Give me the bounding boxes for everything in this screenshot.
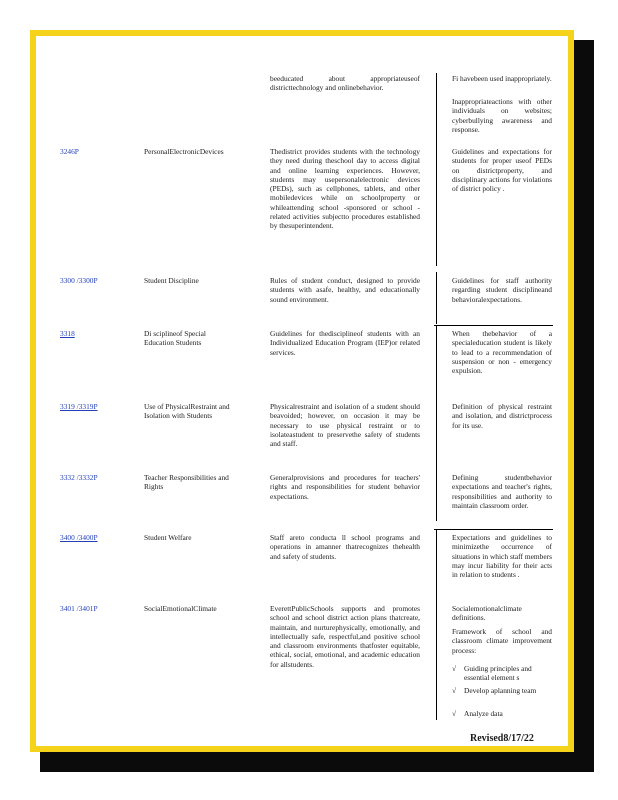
policy-title: SocialEmotionalClimate	[144, 604, 217, 613]
notes-column-divider	[436, 73, 437, 266]
policy-code-link[interactable]: 3401 /3401P	[60, 604, 98, 613]
policy-description: Physicalrestraint and isolation of a student should beavoided; however, on occasion it may be necessary to use physical restraint or to isolateastudent to preservethe safety of students and staff.	[270, 402, 420, 449]
check-icon: √	[452, 686, 457, 695]
policy-code-link[interactable]: 3246P	[60, 147, 79, 156]
policy-code-link[interactable]: 3319 /3319P	[60, 402, 98, 411]
policy-title: Use of PhysicalRestraint and Isolation with Students	[144, 402, 230, 421]
row-divider	[434, 325, 553, 326]
policy-title: Student Welfare	[144, 533, 192, 542]
revised-date: Revised8/17/22	[470, 733, 534, 744]
row-divider	[434, 529, 553, 530]
policy-description: Thedistrict provides students with the technology they need during theschool day to access digital and online learning experiences. However, students may usepersonalelectronic devices (PEDs), such as cellphones, tablets, and other mobiledevices while on schoolproperty or whileattending school -sponsored or school -related activities subjectto procedures established by thesuperintendent.	[270, 147, 420, 231]
notes-column-divider	[436, 272, 437, 324]
notes-column-divider	[436, 530, 437, 720]
continued-description: beeducated about appropriateuseof districttechnology and onlinebehavior.	[270, 74, 420, 93]
policy-description: Generalprovisions and procedures for teachers' rights and responsibilities for student behavior expectations.	[270, 473, 420, 501]
policy-title: Student Discipline	[144, 276, 199, 285]
policy-description: Rules of student conduct, designed to provide students with asafe, healthy, and educationally sound environment.	[270, 276, 420, 304]
policy-code-link[interactable]: 3332 /3332P	[60, 473, 98, 482]
policy-title: Di sciplineof Special Education Students	[144, 329, 206, 348]
policy-description: EverettPublicSchools supports and promotes school and school district action plans thatcreate, maintain, and nurturephysically, emotionally, and intellectually safe, respectful,and positive school and classroom environments thatfoster equitable, ethical, social, emotional, and academic education for allstudents.	[270, 604, 420, 669]
policy-description: Staff areto conducta ll school programs and operations in amanner thatrecognizes thehealth and safety of students.	[270, 533, 420, 561]
policy-description: Guidelines for thedisciplineof students with an Individualized Education Program (IEP)or related services.	[270, 329, 420, 357]
policy-title: Teacher Responsibilities and Rights	[144, 473, 229, 492]
notes-column-divider	[436, 326, 437, 521]
policy-code-link[interactable]: 3400 /3400P	[60, 533, 98, 542]
policy-code-link[interactable]: 3318	[60, 329, 75, 338]
policy-code-link[interactable]: 3300 /3300P	[60, 276, 98, 285]
policy-title: PersonalElectronicDevices	[144, 147, 224, 156]
check-icon: √	[452, 664, 457, 673]
check-icon: √	[452, 709, 457, 718]
